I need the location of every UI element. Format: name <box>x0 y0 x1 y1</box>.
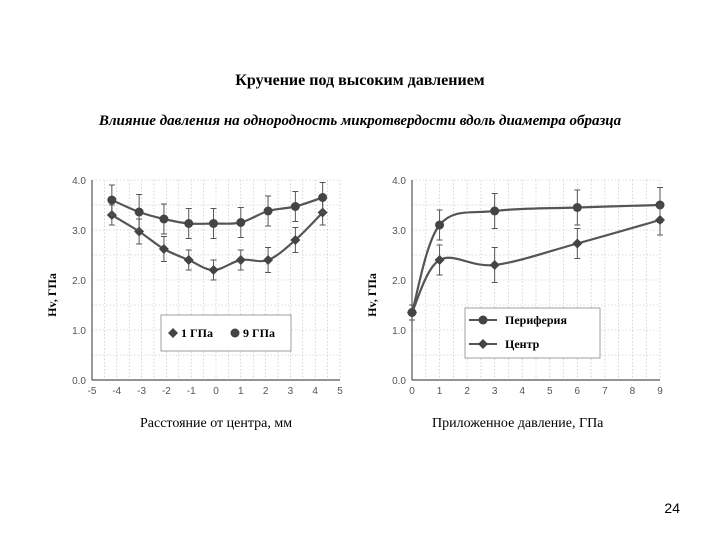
left-data-point <box>263 255 273 265</box>
right-data-point <box>573 203 582 212</box>
left-y-tick-label: 0.0 <box>72 376 86 387</box>
right-x-tick-label: 3 <box>491 386 498 397</box>
right-data-point <box>490 260 500 270</box>
left-x-tick-label: 5 <box>337 386 343 397</box>
left-y-tick-label: 1.0 <box>72 326 86 337</box>
left-x-tick-label: 2 <box>262 386 269 397</box>
chart-right-xlabel: Приложенное давление, ГПа <box>432 416 604 431</box>
right-y-tick-label: 3.0 <box>392 226 406 237</box>
page-number: 24 <box>664 500 680 516</box>
left-data-point <box>236 218 245 227</box>
right-x-tick-label: 2 <box>464 386 470 397</box>
left-legend-label: 9 ГПа <box>243 326 275 340</box>
right-data-point <box>655 215 665 225</box>
right-y-tick-label: 4.0 <box>392 176 406 187</box>
right-x-tick-label: 9 <box>657 386 663 397</box>
left-data-point <box>209 219 218 228</box>
right-data-point <box>572 239 582 249</box>
left-x-tick-label: -4 <box>112 386 122 397</box>
left-x-tick-label: 1 <box>238 386 244 397</box>
left-y-tick-label: 4.0 <box>72 176 86 187</box>
left-data-point <box>159 215 168 224</box>
left-x-tick-label: 4 <box>312 386 318 397</box>
right-x-tick-label: 7 <box>602 386 608 397</box>
right-x-tick-label: 5 <box>546 386 553 397</box>
right-y-tick-label: 0.0 <box>392 376 406 387</box>
right-data-point <box>407 308 417 318</box>
left-x-tick-label: -2 <box>161 386 171 397</box>
right-legend-label: Центр <box>505 337 540 351</box>
chart-left-xlabel: Расстояние от центра, мм <box>140 416 293 431</box>
right-x-tick-label: 6 <box>574 386 581 397</box>
left-legend-label: 1 ГПа <box>181 326 213 340</box>
left-data-point <box>209 265 219 275</box>
left-x-tick-label: -1 <box>186 386 196 397</box>
left-data-point <box>291 202 300 211</box>
left-x-tick-label: 3 <box>287 386 294 397</box>
right-x-tick-label: 4 <box>519 386 526 397</box>
left-data-point <box>107 196 116 205</box>
chart-hardness-vs-distance <box>40 170 350 410</box>
right-legend-label: Периферия <box>505 313 567 327</box>
left-data-point <box>184 255 194 265</box>
right-x-tick-label: 8 <box>629 386 636 397</box>
left-x-tick-label: 0 <box>213 386 219 397</box>
right-y-tick-label: 1.0 <box>392 326 406 337</box>
right-legend-marker <box>479 316 488 325</box>
right-y-tick-label: 2.0 <box>392 276 406 287</box>
left-x-tick-label: -3 <box>137 386 147 397</box>
left-data-point <box>184 219 193 228</box>
left-series-line-1 <box>112 198 323 224</box>
right-data-point <box>435 221 444 230</box>
left-data-point <box>236 255 246 265</box>
left-data-point <box>318 193 327 202</box>
left-legend-marker <box>231 329 240 338</box>
left-y-axis-label: Hv, ГПа <box>45 273 59 317</box>
left-data-point <box>135 208 144 217</box>
left-x-tick-label: -5 <box>87 386 97 397</box>
right-y-axis-label: Hv, ГПа <box>365 273 379 317</box>
right-x-tick-label: 1 <box>436 386 443 397</box>
chart-hardness-vs-pressure <box>360 170 670 410</box>
left-y-tick-label: 3.0 <box>72 226 86 237</box>
left-data-point <box>264 207 273 216</box>
slide-subtitle: Влияние давления на однородность микротвердости вдоль диаметра образца <box>98 113 622 129</box>
slide-title: Кручение под высоким давлением <box>235 72 485 89</box>
right-data-point <box>490 207 499 216</box>
right-x-tick-label: 0 <box>409 386 415 397</box>
left-y-tick-label: 2.0 <box>72 276 86 287</box>
